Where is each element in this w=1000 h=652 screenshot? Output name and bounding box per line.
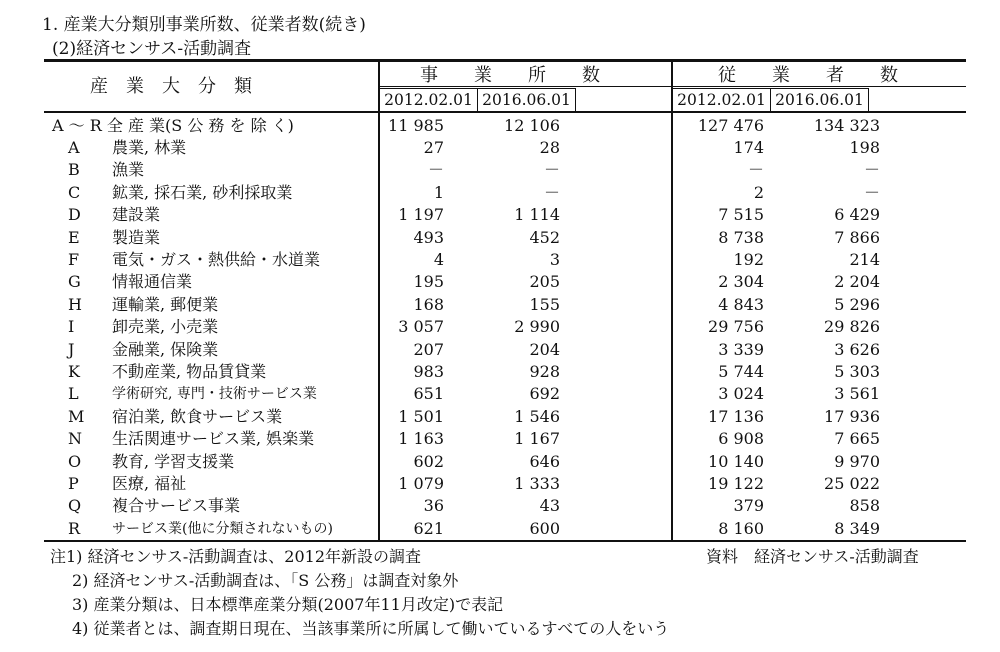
row-label: 電気・ガス・熱供給・水道業 (112, 250, 321, 269)
row-emp-2012: 6 908 (718, 429, 764, 449)
row-est-2016: 1 333 (514, 474, 560, 493)
row-code: H (68, 294, 82, 314)
row-emp-2012: 3 339 (718, 339, 764, 359)
row-emp-2016: 2 204 (834, 272, 880, 292)
note-3: 3) 産業分類は、日本標準産業分類(2007年11月改定)で表記 (72, 595, 504, 614)
table-row (0, 137, 1000, 159)
row-emp-2016: 3 561 (834, 384, 880, 404)
row-emp-2016: 3 626 (834, 339, 880, 359)
table-bottom-rule (44, 540, 966, 542)
row-est-2012: 602 (413, 451, 444, 471)
row-emp-2016: － (863, 160, 880, 180)
row-est-2016: 43 (539, 496, 560, 516)
row-est-2012: 168 (413, 294, 444, 314)
row-code: G (68, 272, 81, 292)
row-emp-2012: 2 (753, 182, 764, 202)
row-emp-2016: 25 022 (824, 474, 880, 493)
row-est-2016: 928 (529, 362, 560, 381)
row-code: E (68, 227, 80, 247)
row-label: 教育, 学習支援業 (112, 451, 235, 471)
note-2: 2) 経済センサス-活動調査は、「S 公務」は調査対象外 (72, 571, 459, 590)
row-label: 複合サービス事業 (112, 496, 241, 516)
total-est-2016: 12 106 (504, 116, 560, 135)
row-emp-2016: 5 303 (834, 362, 880, 381)
row-emp-2016: 8 349 (834, 518, 880, 538)
total-est-2012: 11 985 (388, 116, 444, 135)
row-emp-2012: 8 160 (718, 518, 764, 538)
row-code: A (68, 138, 80, 157)
table-row (0, 204, 1000, 226)
row-est-2012: 983 (413, 362, 444, 381)
row-est-2012: 651 (413, 384, 444, 404)
row-emp-2012: 379 (733, 496, 764, 516)
row-est-2016: 28 (539, 138, 560, 157)
page-title: 1. 産業大分類別事業所数、従業者数(続き) (42, 15, 366, 35)
table-row (0, 227, 1000, 249)
note-4: 4) 従業者とは、調査期日現在、当該事業所に所属して働いているすべての人をいう (72, 619, 670, 638)
row-code: C (68, 182, 81, 202)
table-row (0, 294, 1000, 316)
row-est-2016: 1 546 (514, 406, 560, 426)
row-code: L (68, 384, 79, 404)
row-emp-2012: 10 140 (708, 451, 764, 471)
row-est-2016: 204 (529, 339, 560, 359)
row-emp-2012: 174 (733, 138, 764, 157)
table-row (0, 451, 1000, 473)
row-code: Q (68, 496, 82, 516)
row-emp-2012: 192 (733, 250, 764, 269)
note-1: 注1) 経済センサス-活動調査は、2012年新設の調査 (50, 547, 421, 566)
table-row (0, 249, 1000, 271)
row-emp-2016: － (863, 182, 880, 202)
row-label: 漁業 (112, 160, 145, 180)
row-est-2016: 155 (529, 294, 560, 314)
row-code: D (68, 205, 81, 225)
employees-header: 従 業 者 数 (718, 65, 898, 86)
emp-date-2016: 2016.06.01 (770, 88, 869, 112)
row-label: 宿泊業, 飲食サービス業 (112, 406, 283, 426)
row-est-2012: 493 (413, 227, 444, 247)
row-code: F (68, 250, 80, 269)
total-row (0, 115, 1000, 137)
row-est-2016: 1 167 (514, 429, 560, 449)
table-row (0, 271, 1000, 293)
row-label: 医療, 福祉 (112, 474, 187, 493)
establishments-header: 事 業 所 数 (420, 65, 600, 86)
row-emp-2012: 29 756 (708, 317, 764, 337)
row-emp-2012: 4 843 (718, 294, 764, 314)
row-est-2016: 452 (529, 227, 560, 247)
row-code: I (68, 317, 75, 337)
row-label: 情報通信業 (112, 272, 193, 292)
row-code: K (68, 362, 80, 381)
table-row (0, 361, 1000, 383)
row-est-2012: 27 (423, 138, 444, 157)
table-row (0, 182, 1000, 204)
page-subtitle: (2)経済センサス-活動調査 (52, 39, 252, 59)
row-label: サービス業(他に分類されないもの) (112, 520, 333, 537)
row-code: R (68, 518, 81, 538)
row-est-2012: 621 (413, 518, 444, 538)
row-est-2012: 36 (423, 496, 444, 516)
row-est-2016: 600 (529, 518, 560, 538)
row-est-2016: 205 (529, 272, 560, 292)
table-row (0, 159, 1000, 181)
est-date-2016: 2016.06.01 (477, 88, 576, 112)
row-label: 卸売業, 小売業 (112, 317, 219, 337)
row-code: J (68, 339, 75, 359)
row-emp-2012: 17 136 (708, 406, 764, 426)
row-emp-2016: 214 (849, 250, 880, 269)
row-est-2016: － (543, 160, 560, 180)
row-est-2012: 207 (413, 339, 444, 359)
row-code: B (68, 160, 80, 180)
row-label: 学術研究, 専門・技術サービス業 (112, 386, 317, 403)
row-label: 金融業, 保険業 (112, 339, 219, 359)
row-emp-2016: 6 429 (834, 205, 880, 225)
row-est-2012: 195 (413, 272, 444, 292)
row-emp-2012: 19 122 (708, 474, 764, 493)
row-emp-2012: － (747, 160, 764, 180)
row-emp-2016: 5 296 (834, 294, 880, 314)
row-emp-2016: 7 665 (834, 429, 880, 449)
row-label: 生活関連サービス業, 娯楽業 (112, 429, 315, 449)
table-row (0, 495, 1000, 517)
table-row (0, 406, 1000, 428)
est-date-2012: 2012.02.01 (379, 88, 478, 112)
total-emp-2016: 134 323 (813, 116, 880, 135)
row-est-2012: 3 057 (398, 317, 444, 337)
row-emp-2012: 2 304 (718, 272, 764, 292)
row-code: N (68, 429, 82, 449)
row-est-2016: 1 114 (514, 205, 560, 225)
row-emp-2016: 198 (849, 138, 880, 157)
total-label: A ～ R 全 産 業(S 公 務 を 除 く) (52, 116, 294, 135)
row-emp-2016: 17 936 (824, 406, 880, 426)
row-emp-2012: 7 515 (718, 205, 764, 225)
source-note: 資料 経済センサス-活動調査 (706, 547, 919, 566)
table-row (0, 316, 1000, 338)
row-est-2012: － (427, 160, 444, 180)
row-est-2016: 3 (549, 250, 560, 269)
row-label: 農業, 林業 (112, 138, 187, 157)
table-row (0, 473, 1000, 495)
row-est-2012: 1 079 (398, 474, 444, 493)
row-est-2016: － (543, 182, 560, 202)
table-row (0, 518, 1000, 540)
row-label: 建設業 (112, 205, 161, 225)
row-label: 製造業 (112, 227, 161, 247)
emp-date-2012: 2012.02.01 (672, 88, 771, 112)
table-row (0, 339, 1000, 361)
row-code: P (68, 474, 79, 493)
industry-header: 産 業 大 分 類 (90, 76, 252, 97)
row-emp-2016: 9 970 (834, 451, 880, 471)
row-est-2012: 1 (433, 182, 444, 202)
row-est-2016: 692 (529, 384, 560, 404)
row-est-2012: 1 501 (398, 406, 444, 426)
row-est-2016: 646 (529, 451, 560, 471)
row-label: 鉱業, 採石業, 砂利採取業 (112, 182, 293, 202)
row-est-2012: 4 (433, 250, 444, 269)
row-emp-2016: 7 866 (834, 227, 880, 247)
row-label: 不動産業, 物品賃貸業 (112, 362, 267, 381)
total-emp-2012: 127 476 (697, 116, 764, 135)
row-est-2012: 1 163 (398, 429, 444, 449)
row-label: 運輸業, 郵便業 (112, 294, 219, 314)
row-est-2016: 2 990 (514, 317, 560, 337)
row-emp-2012: 8 738 (718, 227, 764, 247)
row-emp-2016: 858 (849, 496, 880, 516)
row-code: O (68, 451, 82, 471)
row-emp-2012: 3 024 (718, 384, 764, 404)
row-code: M (68, 406, 85, 426)
row-emp-2016: 29 826 (824, 317, 880, 337)
row-emp-2012: 5 744 (718, 362, 764, 381)
table-row (0, 428, 1000, 450)
table-row (0, 383, 1000, 405)
row-est-2012: 1 197 (398, 205, 444, 225)
